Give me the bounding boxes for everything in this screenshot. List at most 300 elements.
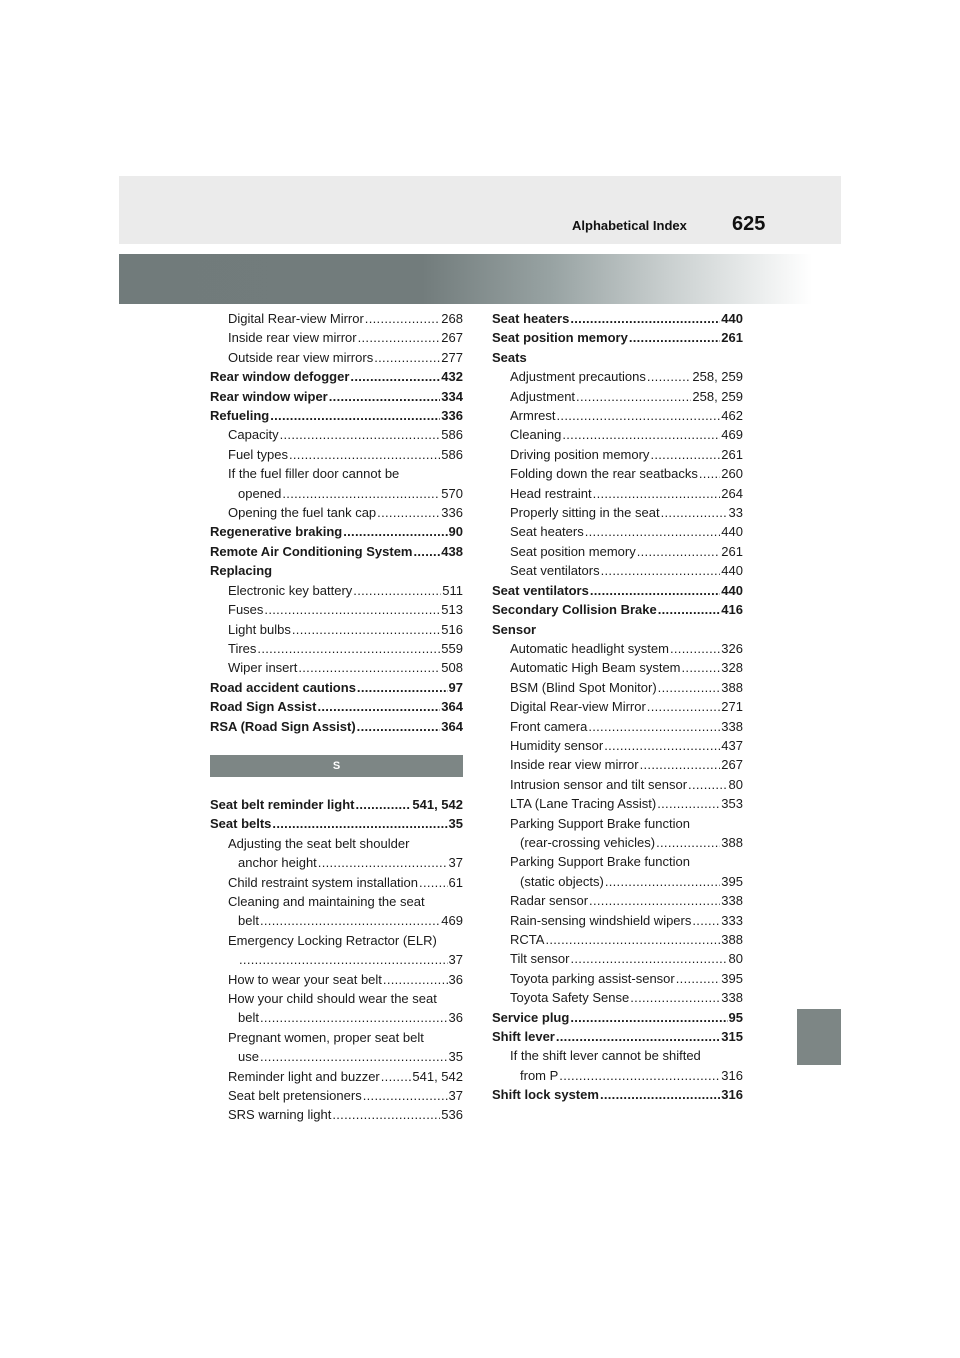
header-gradient-bar bbox=[119, 254, 841, 304]
index-term: Head restraint bbox=[510, 485, 592, 501]
index-subentry bbox=[492, 794, 743, 813]
dot-leader bbox=[699, 464, 720, 483]
index-term: Toyota parking assist-sensor bbox=[510, 970, 675, 986]
page-reference: 388 bbox=[721, 932, 743, 947]
page-reference: 511 bbox=[442, 582, 463, 598]
index-term: Light bulbs bbox=[228, 621, 291, 637]
page-reference: 36 bbox=[448, 971, 463, 987]
dot-leader bbox=[292, 620, 440, 639]
index-entry bbox=[492, 600, 743, 619]
page-reference: 264 bbox=[721, 485, 743, 501]
index-subentry bbox=[492, 852, 743, 871]
dot-leader bbox=[637, 542, 721, 561]
dot-leader bbox=[383, 970, 448, 989]
index-entry bbox=[492, 1085, 743, 1104]
page-reference: 437 bbox=[721, 737, 743, 753]
index-term: Fuses bbox=[228, 602, 264, 618]
index-subentry bbox=[492, 406, 743, 425]
index-term: RSA (Road Sign Assist) bbox=[210, 718, 356, 734]
index-subentry bbox=[210, 1105, 463, 1124]
dot-leader bbox=[590, 581, 720, 600]
index-subentry bbox=[492, 717, 743, 736]
index-term: Rear window defogger bbox=[210, 369, 350, 385]
dot-leader bbox=[260, 911, 440, 930]
page-reference: 80 bbox=[728, 776, 743, 792]
index-term: Automatic High Beam system bbox=[510, 660, 681, 676]
page-reference: 261 bbox=[721, 543, 743, 559]
index-subentry bbox=[210, 464, 463, 483]
index-entry bbox=[492, 581, 743, 600]
index-subentry bbox=[210, 950, 463, 969]
index-subentry bbox=[210, 931, 463, 950]
page-reference: 541, 542 bbox=[412, 796, 463, 812]
index-subentry bbox=[210, 1067, 463, 1086]
index-column-left bbox=[210, 309, 463, 1125]
page-reference: 336 bbox=[441, 505, 463, 521]
dot-leader bbox=[260, 1047, 448, 1066]
index-entry bbox=[210, 367, 463, 386]
index-term: Tilt sensor bbox=[510, 951, 570, 967]
dot-leader bbox=[676, 969, 721, 988]
dot-leader bbox=[559, 1066, 720, 1085]
index-term: Digital Rear-view Mirror bbox=[510, 699, 646, 715]
index-subentry bbox=[492, 445, 743, 464]
index-subentry bbox=[492, 736, 743, 755]
dot-leader bbox=[658, 678, 721, 697]
index-term: Wiper insert bbox=[228, 660, 298, 676]
page-reference: 61 bbox=[448, 874, 463, 890]
dot-leader bbox=[629, 328, 720, 347]
index-entry bbox=[492, 309, 743, 328]
dot-leader bbox=[692, 911, 720, 930]
index-term: Adjustment precautions bbox=[510, 369, 646, 385]
page-reference: 277 bbox=[441, 349, 463, 365]
index-term: Regenerative braking bbox=[210, 524, 343, 540]
dot-leader bbox=[670, 639, 720, 658]
dot-leader bbox=[377, 503, 440, 522]
page-reference: 338 bbox=[721, 990, 743, 1006]
index-subentry bbox=[492, 833, 743, 852]
dot-leader bbox=[350, 367, 440, 386]
page-reference: 516 bbox=[441, 621, 463, 637]
page-reference: 586 bbox=[441, 446, 463, 462]
index-subentry bbox=[492, 697, 743, 716]
index-subentry bbox=[492, 1066, 743, 1085]
index-term: Driving position memory bbox=[510, 446, 650, 462]
page-reference: 462 bbox=[721, 408, 743, 424]
dot-leader bbox=[355, 795, 411, 814]
index-term: If the shift lever cannot be shifted bbox=[510, 1048, 701, 1064]
page-reference: 328 bbox=[721, 660, 743, 676]
page-reference: 326 bbox=[721, 640, 743, 656]
page-reference: 364 bbox=[441, 699, 463, 715]
index-term: belt bbox=[238, 913, 259, 929]
index-subentry bbox=[492, 425, 743, 444]
index-term: Shift lever bbox=[492, 1029, 555, 1045]
page-reference: 469 bbox=[721, 427, 743, 443]
index-entry bbox=[210, 542, 463, 561]
index-term: Remote Air Conditioning System bbox=[210, 543, 413, 559]
index-subentry bbox=[210, 1028, 463, 1047]
index-term: Front camera bbox=[510, 718, 588, 734]
page-reference: 316 bbox=[721, 1087, 743, 1103]
page-reference: 95 bbox=[728, 1009, 743, 1025]
page-reference: 97 bbox=[448, 679, 463, 695]
page-reference: 35 bbox=[448, 1049, 463, 1065]
index-term: If the fuel filler door cannot be bbox=[228, 466, 400, 482]
dot-leader bbox=[570, 1008, 727, 1027]
page-reference: 338 bbox=[721, 718, 743, 734]
index-entry bbox=[210, 561, 463, 580]
index-term: anchor height bbox=[238, 855, 317, 871]
dot-leader bbox=[658, 600, 721, 619]
index-subentry bbox=[492, 814, 743, 833]
dot-leader bbox=[357, 678, 448, 697]
page-reference: 334 bbox=[441, 388, 463, 404]
dot-leader bbox=[298, 658, 440, 677]
index-term: Replacing bbox=[210, 563, 273, 579]
page-reference: 469 bbox=[441, 913, 463, 929]
dot-leader bbox=[656, 833, 720, 852]
dot-leader bbox=[358, 328, 441, 347]
index-subentry bbox=[492, 678, 743, 697]
index-subentry bbox=[210, 658, 463, 677]
dot-leader bbox=[589, 891, 720, 910]
dot-leader bbox=[682, 658, 721, 677]
index-subentry bbox=[210, 1086, 463, 1105]
page-reference: 440 bbox=[721, 311, 743, 326]
page-reference: 440 bbox=[721, 563, 743, 579]
index-entry bbox=[210, 697, 463, 716]
dot-leader bbox=[557, 406, 721, 425]
index-subentry bbox=[210, 600, 463, 619]
index-entry bbox=[492, 328, 743, 347]
dot-leader bbox=[272, 814, 447, 833]
index-term: Seat belt reminder light bbox=[210, 796, 355, 812]
index-subentry bbox=[492, 930, 743, 949]
page-reference: 432 bbox=[441, 369, 463, 385]
index-subentry bbox=[210, 911, 463, 930]
index-subentry bbox=[210, 989, 463, 1008]
index-subentry bbox=[492, 949, 743, 968]
page-reference: 395 bbox=[721, 970, 743, 986]
index-term: Refueling bbox=[210, 408, 270, 424]
dot-leader bbox=[556, 1027, 720, 1046]
dot-leader bbox=[605, 872, 720, 891]
index-term: Armrest bbox=[510, 408, 556, 424]
index-term: Seat ventilators bbox=[510, 563, 600, 579]
index-subentry bbox=[210, 328, 463, 347]
index-term: Properly sitting in the seat bbox=[510, 505, 660, 521]
index-term: Parking Support Brake function bbox=[510, 815, 690, 831]
page-reference: 258, 259 bbox=[692, 369, 743, 385]
index-subentry bbox=[210, 620, 463, 639]
dot-leader bbox=[630, 988, 720, 1007]
dot-leader bbox=[363, 1086, 448, 1105]
dot-leader bbox=[588, 717, 720, 736]
page-reference: 440 bbox=[721, 524, 743, 540]
index-subentry bbox=[492, 988, 743, 1007]
index-term: (static objects) bbox=[520, 873, 604, 889]
dot-leader bbox=[357, 717, 441, 736]
index-subentry bbox=[492, 367, 743, 386]
index-term: RCTA bbox=[510, 932, 545, 947]
index-term: Inside rear view mirror bbox=[510, 757, 639, 773]
dot-leader bbox=[545, 930, 720, 949]
dot-leader bbox=[257, 639, 440, 658]
page-reference: 258, 259 bbox=[692, 388, 743, 404]
dot-leader bbox=[239, 950, 448, 969]
page-number: 625 bbox=[732, 213, 766, 235]
index-term: Cleaning bbox=[510, 427, 562, 443]
index-term: Opening the fuel tank cap bbox=[228, 505, 377, 521]
index-entry bbox=[210, 387, 463, 406]
index-term: Toyota Safety Sense bbox=[510, 990, 630, 1006]
index-subentry bbox=[210, 639, 463, 658]
dot-leader bbox=[332, 1105, 440, 1124]
page-reference: 36 bbox=[448, 1010, 463, 1026]
index-term: Radar sensor bbox=[510, 893, 589, 909]
index-term: Seat heaters bbox=[492, 311, 570, 326]
index-subentry bbox=[492, 658, 743, 677]
index-subentry bbox=[210, 853, 463, 872]
index-subentry bbox=[210, 892, 463, 911]
index-entry bbox=[492, 348, 743, 367]
index-subentry bbox=[210, 1047, 463, 1066]
page-reference: 80 bbox=[728, 951, 743, 967]
index-subentry bbox=[492, 891, 743, 910]
index-term: Rain-sensing windshield wipers bbox=[510, 912, 692, 928]
index-term: Fuel types bbox=[228, 446, 288, 462]
index-term: Service plug bbox=[492, 1009, 570, 1025]
index-subentry bbox=[492, 1046, 743, 1065]
dot-leader bbox=[381, 1067, 412, 1086]
index-subentry bbox=[492, 503, 743, 522]
index-term: Reminder light and buzzer bbox=[228, 1068, 380, 1084]
page-reference: 33 bbox=[728, 505, 743, 521]
index-term: Seat belt pretensioners bbox=[228, 1088, 362, 1104]
index-term: Shift lock system bbox=[492, 1087, 599, 1103]
page-reference: 395 bbox=[721, 873, 743, 889]
page-reference: 388 bbox=[721, 679, 743, 695]
dot-leader bbox=[604, 736, 720, 755]
dot-leader bbox=[650, 445, 720, 464]
index-term: Road accident cautions bbox=[210, 679, 356, 695]
index-term: Pregnant women, proper seat belt bbox=[228, 1029, 424, 1045]
index-term: Child restraint system installation bbox=[228, 874, 419, 890]
index-term: Seat position memory bbox=[492, 330, 628, 346]
dot-leader bbox=[647, 697, 721, 716]
page-reference: 388 bbox=[721, 834, 743, 850]
index-subentry bbox=[210, 445, 463, 464]
index-term: Cleaning and maintaining the seat bbox=[228, 893, 425, 909]
index-term: Digital Rear-view Mirror bbox=[228, 311, 364, 326]
index-term: Rear window wiper bbox=[210, 388, 328, 404]
dot-leader bbox=[264, 600, 440, 619]
index-term: Seat belts bbox=[210, 816, 272, 832]
index-term: Seat heaters bbox=[510, 524, 584, 540]
index-term: How your child should wear the seat bbox=[228, 991, 437, 1006]
index-term: Seat ventilators bbox=[492, 582, 589, 598]
index-subentry bbox=[210, 873, 463, 892]
index-term: opened bbox=[238, 485, 282, 501]
page-reference: 90 bbox=[448, 524, 463, 540]
index-term: Road Sign Assist bbox=[210, 699, 317, 715]
index-term: from P bbox=[520, 1067, 559, 1083]
page-reference: 261 bbox=[721, 446, 743, 462]
index-subentry bbox=[492, 464, 743, 483]
dot-leader bbox=[329, 387, 441, 406]
index-entry bbox=[210, 717, 463, 736]
index-term: Emergency Locking Retractor (ELR) bbox=[228, 932, 437, 948]
page-reference: 559 bbox=[441, 640, 463, 656]
page-reference: 268 bbox=[441, 311, 463, 326]
index-term: Inside rear view mirror bbox=[228, 330, 357, 346]
page-reference: 586 bbox=[441, 427, 463, 443]
index-term: Electronic key battery bbox=[228, 582, 353, 598]
dot-leader bbox=[419, 873, 448, 892]
dot-leader bbox=[570, 949, 727, 968]
index-subentry bbox=[492, 561, 743, 580]
index-term: Outside rear view mirrors bbox=[228, 349, 374, 365]
dot-leader bbox=[585, 522, 721, 541]
index-entry bbox=[210, 795, 463, 814]
page-reference: 267 bbox=[721, 757, 743, 773]
dot-leader bbox=[688, 775, 727, 794]
page-reference: 353 bbox=[721, 796, 743, 812]
index-subentry bbox=[492, 387, 743, 406]
index-term: Capacity bbox=[228, 427, 279, 443]
dot-leader bbox=[570, 309, 720, 328]
index-subentry bbox=[492, 872, 743, 891]
dot-leader bbox=[657, 794, 720, 813]
index-column-right bbox=[492, 309, 743, 1105]
index-term: Secondary Collision Brake bbox=[492, 602, 657, 618]
index-subentry bbox=[210, 503, 463, 522]
index-subentry bbox=[210, 484, 463, 503]
dot-leader bbox=[593, 484, 721, 503]
index-term: Intrusion sensor and tilt sensor bbox=[510, 776, 688, 792]
dot-leader bbox=[270, 406, 440, 425]
index-subentry bbox=[210, 970, 463, 989]
page-reference: 316 bbox=[721, 1067, 743, 1083]
index-term: Automatic headlight system bbox=[510, 640, 669, 656]
letter-section-header: S bbox=[210, 755, 463, 777]
page-reference: 37 bbox=[448, 1088, 463, 1104]
dot-leader bbox=[576, 387, 691, 406]
dot-leader bbox=[600, 1085, 720, 1104]
page-reference: 333 bbox=[721, 912, 743, 928]
page-reference: 315 bbox=[721, 1029, 743, 1045]
page-reference: 508 bbox=[441, 660, 463, 676]
index-entry bbox=[492, 1027, 743, 1046]
index-subentry bbox=[492, 911, 743, 930]
dot-leader bbox=[647, 367, 692, 386]
index-term: Seats bbox=[492, 349, 527, 365]
index-subentry bbox=[210, 425, 463, 444]
dot-leader bbox=[260, 1008, 448, 1027]
section-title: Alphabetical Index bbox=[572, 218, 687, 233]
dot-leader bbox=[317, 697, 440, 716]
index-subentry bbox=[210, 581, 463, 600]
page-reference: 267 bbox=[441, 330, 463, 346]
page-reference: 336 bbox=[441, 408, 463, 424]
dot-leader bbox=[640, 755, 721, 774]
index-thumb-tab bbox=[797, 1009, 841, 1065]
page-reference: 416 bbox=[721, 602, 743, 618]
page-reference: 438 bbox=[441, 543, 463, 559]
index-term: Folding down the rear seatbacks bbox=[510, 466, 698, 482]
dot-leader bbox=[365, 309, 441, 328]
page-reference: 440 bbox=[721, 582, 743, 598]
dot-leader bbox=[343, 522, 447, 541]
index-subentry bbox=[492, 484, 743, 503]
index-subentry bbox=[210, 1008, 463, 1027]
page-reference: 260 bbox=[721, 466, 743, 482]
index-entry bbox=[210, 678, 463, 697]
page-reference: 338 bbox=[721, 893, 743, 909]
dot-leader bbox=[280, 425, 441, 444]
index-entry bbox=[210, 406, 463, 425]
index-term: Seat position memory bbox=[510, 543, 636, 559]
page-reference: 536 bbox=[441, 1107, 463, 1123]
dot-leader bbox=[661, 503, 728, 522]
dot-leader bbox=[601, 561, 721, 580]
index-term: Adjustment bbox=[510, 388, 576, 404]
index-subentry bbox=[492, 755, 743, 774]
index-subentry bbox=[492, 639, 743, 658]
dot-leader bbox=[318, 853, 448, 872]
page-reference: 364 bbox=[441, 718, 463, 734]
page-reference: 541, 542 bbox=[412, 1068, 463, 1084]
dot-leader bbox=[374, 348, 440, 367]
index-subentry bbox=[210, 834, 463, 853]
index-term: Sensor bbox=[492, 621, 537, 637]
dot-leader bbox=[282, 484, 440, 503]
index-term: Humidity sensor bbox=[510, 737, 604, 753]
index-subentry bbox=[210, 348, 463, 367]
dot-leader bbox=[413, 542, 440, 561]
index-term: Tires bbox=[228, 640, 257, 656]
index-term: BSM (Blind Spot Monitor) bbox=[510, 679, 657, 695]
page-reference: 271 bbox=[721, 699, 743, 715]
index-entry bbox=[210, 814, 463, 833]
index-subentry bbox=[210, 309, 463, 328]
index-subentry bbox=[492, 775, 743, 794]
index-subentry bbox=[492, 522, 743, 541]
index-term: (rear-crossing vehicles) bbox=[520, 834, 656, 850]
index-term: Parking Support Brake function bbox=[510, 854, 690, 870]
index-term: SRS warning light bbox=[228, 1107, 332, 1123]
dot-leader bbox=[353, 581, 441, 600]
index-entry bbox=[492, 1008, 743, 1027]
page-reference: 570 bbox=[441, 485, 463, 501]
index-subentry bbox=[492, 542, 743, 561]
index-term: Adjusting the seat belt shoulder bbox=[228, 835, 410, 851]
page-reference: 37 bbox=[448, 952, 463, 968]
index-subentry bbox=[492, 969, 743, 988]
page-reference: 513 bbox=[441, 602, 463, 618]
dot-leader bbox=[289, 445, 440, 464]
page-reference: 261 bbox=[721, 330, 743, 346]
index-term: LTA (Lane Tracing Assist) bbox=[510, 796, 657, 812]
index-term: How to wear your seat belt bbox=[228, 971, 382, 987]
index-term: belt bbox=[238, 1010, 259, 1026]
dot-leader bbox=[562, 425, 720, 444]
page-reference: 35 bbox=[448, 816, 463, 832]
index-entry bbox=[492, 620, 743, 639]
index-entry bbox=[210, 522, 463, 541]
